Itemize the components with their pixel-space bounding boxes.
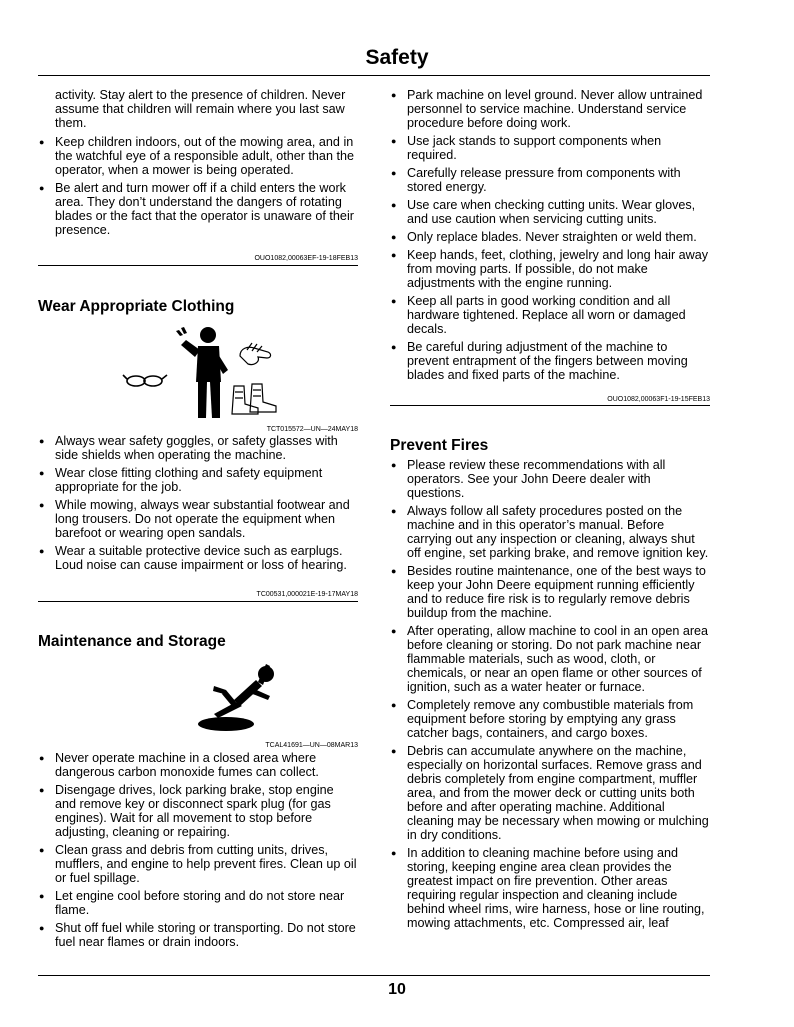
footer-rule	[38, 975, 710, 976]
bullet-item: ● Keep hands, feet, clothing, jewelry and long hair away from moving parts. If possible, do not make adjustments with the engine running.	[390, 248, 710, 290]
bullet-item: ● Carefully release pressure from components with stored energy.	[390, 166, 710, 194]
bullet-item: ● Please review these recommendations with all operators. See your John Deere dealer with questions.	[390, 458, 710, 500]
bullet-item: ● Park machine on level ground. Never allow untrained personnel to service machine. Understand service procedure before doing work.	[390, 88, 710, 130]
reference-code: TC00531,000021E-19-17MAY18	[256, 591, 358, 598]
bullet-item: ● Always follow all safety procedures posted on the machine and in this operator’s manual. Before carrying out any inspection or cleaning, always shut off engine, set parking brake, and remove ignition key.	[390, 504, 710, 560]
bullet-item: ● After operating, allow machine to cool in an open area before cleaning or storing. Do not park machine near flammable materials, such as wood, cloth, or chemicals, or near an open flame or other sources of ignition, such as a water heater or furnace.	[390, 624, 710, 694]
page-title: Safety	[365, 46, 429, 69]
bullet-item: ● Keep all parts in good working condition and all hardware tightened. Replace all worn or damaged decals.	[390, 294, 710, 336]
intro-bullets	[38, 135, 358, 237]
bullet-item: ● Never operate machine in a closed area where dangerous carbon monoxide fumes can collect.	[38, 751, 358, 779]
section-divider	[38, 265, 358, 266]
section-divider	[38, 601, 358, 602]
clothing-bullets	[38, 434, 358, 572]
bullet-item: ● Shut off fuel while storing or transporting. Do not store fuel near flames or drain indoors.	[38, 921, 358, 949]
bullet-item: ● Keep children indoors, out of the mowing area, and in the watchful eye of a responsible adult, other than the operator, when a mower is being operated.	[38, 135, 358, 177]
figure-caption: TCAL41691—UN—08MAR13	[265, 742, 358, 749]
service-bullets-block	[390, 88, 710, 386]
figure-caption: TCT015572—UN—24MAY18	[266, 426, 358, 433]
clothing-bullets-block	[38, 434, 358, 576]
bullet-item: ● Debris can accumulate anywhere on the machine, especially on horizontal surfaces. Remove grass and debris completely from engine compartment, muffler area, and from the mower deck or cutting units both before and after operating machine. Additional cleaning may be necessary when mowing or mulching in dry conditions.	[390, 744, 710, 842]
worker-figure-icon	[176, 327, 228, 418]
maintenance-bullets	[38, 751, 358, 949]
section-heading-maintenance: Maintenance and Storage	[38, 633, 226, 650]
header-rule	[38, 75, 710, 76]
section-divider	[390, 405, 710, 406]
reference-code: OUO1082,00063F1-19-15FEB13	[607, 396, 710, 403]
service-bullets	[390, 88, 710, 382]
maintenance-bullets-block	[38, 751, 358, 953]
bullet-item: ● Let engine cool before storing and do not store near flame.	[38, 889, 358, 917]
bullet-item: ● Always wear safety goggles, or safety glasses with side shields when operating the machine.	[38, 434, 358, 462]
section-heading-clothing: Wear Appropriate Clothing	[38, 298, 235, 315]
gloves-icon	[240, 343, 271, 365]
fires-bullets-block	[390, 458, 710, 934]
bullet-item: ● While mowing, always wear substantial footwear and long trousers. Do not operate the equipment when barefoot or wearing open sandals.	[38, 498, 358, 540]
reference-code: OUO1082,00063EF-19-18FEB13	[254, 255, 358, 262]
bullet-item: ● Disengage drives, lock parking brake, stop engine and remove key or disconnect spark plug (for gas engines). Wait for all movement to stop before adjusting, cleaning or repairing.	[38, 783, 358, 839]
page-number: 10	[388, 981, 406, 998]
bullet-item: ● Clean grass and debris from cutting units, drives, mufflers, and engine to help prevent fires. Clean up oil or fuel spillage.	[38, 843, 358, 885]
intro-continuation: activity. Stay alert to the presence of children. Never assume that children will remain where you last saw them.	[55, 88, 346, 130]
bullet-item: ● Be careful during adjustment of the machine to prevent entrapment of the fingers between moving blades and fixed parts of the machine.	[390, 340, 710, 382]
slipping-person-icon	[198, 664, 274, 731]
bullet-item: ● In addition to cleaning machine before using and storing, keeping engine area clean provides the greatest impact on fire prevention. Other areas requiring regular inspection and cleaning include behind wheel rims, wire harness, hose or line routing, mowing attachments, etc. Compressed air, leaf	[390, 846, 710, 930]
bullet-item: ● Use jack stands to support components when required.	[390, 134, 710, 162]
boots-icon	[232, 384, 276, 414]
bullet-item: ● Use care when checking cutting units. Wear gloves, and use caution when servicing cutting units.	[390, 198, 710, 226]
slip-hazard-illustration	[196, 660, 282, 736]
bullet-item: ● Wear a suitable protective device such as earplugs. Loud noise can cause impairment or loss of hearing.	[38, 544, 358, 572]
safety-glasses-icon	[123, 375, 167, 386]
bullet-item: ● Completely remove any combustible materials from equipment before storing by emptying any grass catcher bags, containers, and cargo boxes.	[390, 698, 710, 740]
bullet-item: ● Besides routine maintenance, one of the best ways to keep your John Deere equipment running efficiently and to reduce fire risk is to regularly remove debris buildup from the machine.	[390, 564, 710, 620]
protective-clothing-illustration	[122, 326, 292, 422]
fires-bullets	[390, 458, 710, 930]
section-heading-fires: Prevent Fires	[390, 437, 489, 454]
bullet-item: ● Only replace blades. Never straighten or weld them.	[390, 230, 710, 244]
bullet-item: ● Wear close fitting clothing and safety equipment appropriate for the job.	[38, 466, 358, 494]
bullet-item: ● Be alert and turn mower off if a child enters the work area. They don’t understand the dangers of rotating blades or the fact that the operator is unaware of their presence.	[38, 181, 358, 237]
children-safety-block	[38, 88, 358, 241]
